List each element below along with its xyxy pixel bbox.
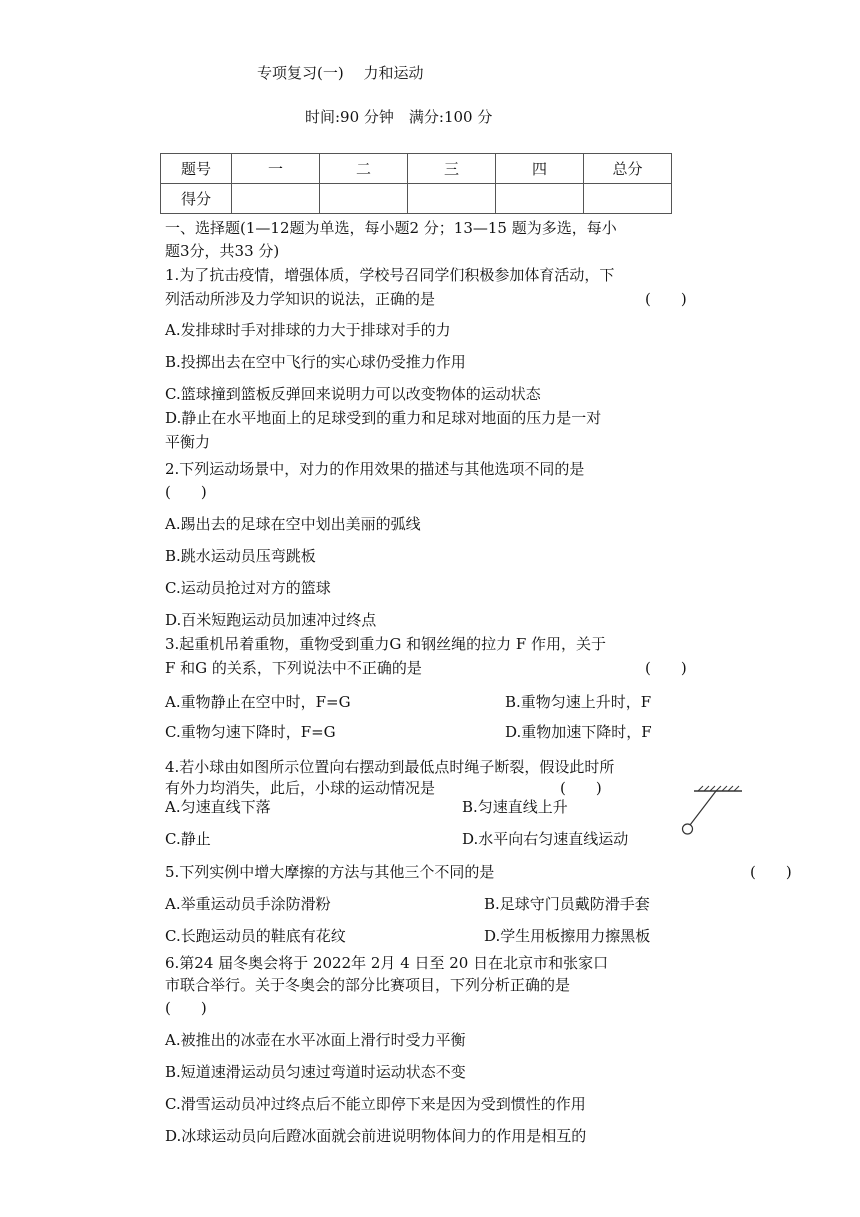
- question-1-stem-cont: 列活动所涉及力学知识的说法，正确的是: [165, 290, 436, 308]
- answer-paren[interactable]: ( ): [645, 290, 687, 308]
- table-header-cell: 题号: [161, 154, 232, 184]
- option-c[interactable]: C.运动员抢过对方的篮球: [165, 579, 331, 597]
- score-cell[interactable]: [320, 184, 408, 214]
- section-heading: 一、选择题(1—12题为单选，每小题2 分；13—15 题为多选，每小: [165, 219, 617, 237]
- table-header-cell: 四: [496, 154, 584, 184]
- question-3-stem: 3.起重机吊着重物，重物受到重力G 和钢丝绳的拉力 F 作用，关于: [165, 635, 607, 653]
- option-a[interactable]: A.举重运动员手涂防滑粉: [165, 895, 331, 913]
- score-cell[interactable]: [232, 184, 320, 214]
- answer-paren[interactable]: ( ): [645, 659, 687, 677]
- option-d[interactable]: D.学生用板擦用力擦黑板: [484, 927, 651, 945]
- option-c[interactable]: C.长跑运动员的鞋底有花纹: [165, 927, 346, 945]
- table-row: [161, 184, 672, 214]
- question-1-stem: 1.为了抗击疫情，增强体质，学校号召同学们积极参加体育活动，下: [165, 266, 615, 284]
- score-cell[interactable]: [496, 184, 584, 214]
- option-d[interactable]: D.重物加速下降时，F: [505, 723, 652, 741]
- option-d[interactable]: D.百米短跑运动员加速冲过终点: [165, 611, 377, 629]
- answer-paren[interactable]: ( ): [165, 483, 207, 501]
- option-d[interactable]: D.水平向右匀速直线运动: [462, 830, 629, 848]
- question-2-stem: 2.下列运动场景中，对力的作用效果的描述与其他选项不同的是: [165, 460, 585, 478]
- table-header-cell: 总分: [584, 154, 672, 184]
- option-d[interactable]: D.静止在水平地面上的足球受到的重力和足球对地面的压力是一对: [165, 409, 602, 427]
- table-header-cell: 一: [232, 154, 320, 184]
- option-c[interactable]: C.静止: [165, 830, 211, 848]
- question-6-stem: 6.第24 届冬奥会将于 2022年 2月 4 日至 20 日在北京市和张家口: [165, 954, 609, 972]
- answer-paren[interactable]: ( ): [560, 779, 602, 797]
- option-c[interactable]: C.篮球撞到篮板反弹回来说明力可以改变物体的运动状态: [165, 385, 541, 403]
- section-heading-cont: 题3分，共33 分): [165, 242, 280, 260]
- option-b[interactable]: B.投掷出去在空中飞行的实心球仍受推力作用: [165, 353, 466, 371]
- table-row-label: 得分: [161, 184, 232, 214]
- option-a[interactable]: A.发排球时手对排球的力大于排球对手的力: [165, 321, 451, 339]
- option-d-cont: 平衡力: [165, 433, 211, 451]
- score-cell[interactable]: [408, 184, 496, 214]
- question-4-stem: 4.若小球由如图所示位置向右摆动到最低点时绳子断裂，假设此时所: [165, 758, 615, 776]
- option-b[interactable]: B.跳水运动员压弯跳板: [165, 547, 316, 565]
- question-3-stem-cont: F 和G 的关系，下列说法中不正确的是: [165, 659, 422, 677]
- option-c[interactable]: C.滑雪运动员冲过终点后不能立即停下来是因为受到惯性的作用: [165, 1095, 586, 1113]
- page-title: 专项复习(一) 力和运动: [257, 64, 424, 82]
- table-row: [161, 154, 672, 184]
- option-b[interactable]: B.匀速直线上升: [462, 798, 568, 816]
- answer-paren[interactable]: ( ): [750, 863, 792, 881]
- option-c[interactable]: C.重物匀速下降时，F=G: [165, 723, 336, 741]
- answer-paren[interactable]: ( ): [165, 999, 207, 1017]
- option-b[interactable]: B.重物匀速上升时，F: [505, 693, 652, 711]
- option-d[interactable]: D.冰球运动员向后蹬冰面就会前进说明物体间力的作用是相互的: [165, 1127, 587, 1145]
- option-a[interactable]: A.被推出的冰壶在水平冰面上滑行时受力平衡: [165, 1031, 466, 1049]
- score-cell[interactable]: [584, 184, 672, 214]
- question-4-stem-cont: 有外力均消失，此后，小球的运动情况是: [165, 779, 436, 797]
- question-5-stem: 5.下列实例中增大摩擦的方法与其他三个不同的是: [165, 863, 495, 881]
- table-header-cell: 二: [320, 154, 408, 184]
- score-table: [160, 153, 672, 214]
- option-b[interactable]: B.短道速滑运动员匀速过弯道时运动状态不变: [165, 1063, 466, 1081]
- exam-info: 时间:90 分钟 满分:100 分: [305, 108, 493, 126]
- option-a[interactable]: A.匀速直线下落: [165, 798, 271, 816]
- question-6-stem-cont: 市联合举行。关于冬奥会的部分比赛项目，下列分析正确的是: [165, 976, 571, 994]
- pendulum-figure: [680, 785, 750, 845]
- option-a[interactable]: A.重物静止在空中时，F=G: [165, 693, 351, 711]
- table-header-cell: 三: [408, 154, 496, 184]
- option-a[interactable]: A.踢出去的足球在空中划出美丽的弧线: [165, 515, 421, 533]
- option-b[interactable]: B.足球守门员戴防滑手套: [484, 895, 650, 913]
